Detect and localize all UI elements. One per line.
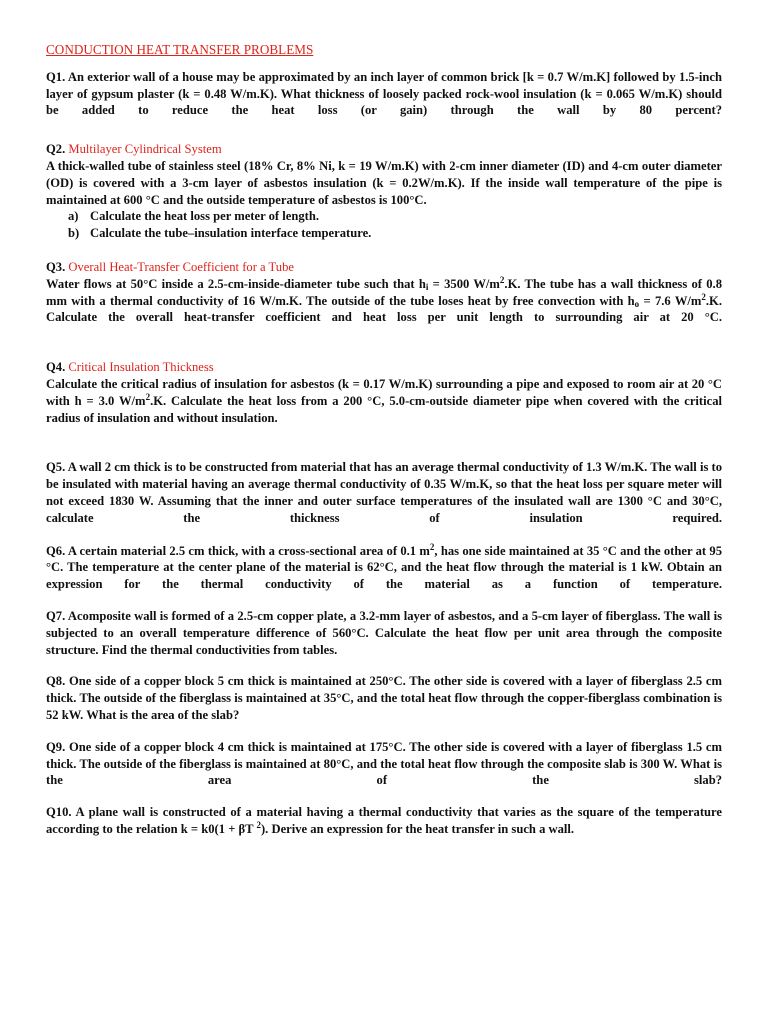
question-3 — [46, 259, 722, 326]
question-9-text: Q9. One side of a copper block 4 cm thick is maintained at 175°C. The other side is covered with a layer of fiberglass 1.5 cm thick. The outside of the fiberglass is maintained at 80°C, and the total heat flow through the composite slab is 300 W. What is the area of the slab? — [46, 739, 722, 788]
question-2-number: Q2. — [46, 142, 66, 157]
question-1 — [46, 69, 722, 119]
question-7 — [46, 608, 722, 658]
question-10 — [46, 804, 722, 838]
question-3-text: Water flows at 50°C inside a 2.5-cm-inside-diameter tube such that $h_i = 3500$ $W/m^2.K$. The tube has a wall thickness of 0.8 mm with a thermal conductivity of 16 W/m.K. The outside of the tube loses heat by free convection with $h_o = 7.6$ $W/m^2.K$. Calculate the overall heat-transfer coefficient and heat loss per unit length to surrounding air at 20 °C. — [46, 274, 722, 325]
question-3-heading: Overall Heat-Transfer Coefficient for a Tube — [68, 259, 294, 274]
question-6-text: Q6. A certain material 2.5 cm thick, with a cross-sectional area of 0.1 $m^2$, has one side maintained at 35 °C and the other at 95 °C. The temperature at the center plane of the material is 62°C, and the heat flow through the material is 1 kW. Obtain an expression for the thermal conductivity of the material as a function of temperature. — [46, 541, 722, 592]
question-8-text: Q8. One side of a copper block 5 cm thick is maintained at 250°C. The other side is covered with a layer of fiberglass 2.5 cm thick. The outside of the fiberglass is maintained at 35°C, and the total heat flow through the copper-fiberglass combination is 52 kW. What is the area of the slab? — [46, 674, 722, 722]
question-7-text: Q7. Acomposite wall is formed of a 2.5-cm copper plate, a 3.2-mm layer of asbestos, and a 5-cm layer of fiberglass. The wall is subjected to an overall temperature difference of 560°C. Calculate the heat flow per unit area through the composite structure. Find the thermal conductivities from tables. — [46, 608, 722, 657]
question-4-text: Calculate the critical radius of insulation for asbestos (k = 0.17 W/m.K) surrounding a pipe and exposed to room air at 20 °C with h = 3.0 $W/m^2.K$. Calculate the heat loss from a 200 °C, 5.0-cm-outside diameter pipe when covered with the critical radius of insulation and without insulation. — [46, 376, 723, 425]
question-2-item-b: b) Calculate the tube–insulation interface temperature. — [68, 226, 372, 241]
question-4 — [46, 359, 722, 426]
document-title: CONDUCTION HEAT TRANSFER PROBLEMS — [46, 42, 314, 57]
question-3-number: Q3. — [46, 259, 66, 274]
question-5-text: Q5. A wall 2 cm thick is to be constructed from material that has an average thermal conductivity of 1.3 W/m.K. The wall is to be insulated with material having an average thermal conductivity of 0.35 W/m.K, so that the heat loss per square meter will not exceed 1830 W. Assuming that the inner and outer surface temperatures of the insulated wall are 1300 °C and 30°C, calculate the thickness of insulation required. — [46, 460, 722, 525]
question-2-heading-line — [46, 141, 722, 158]
question-1-text: Q1. An exterior wall of a house may be approximated by an inch layer of common brick [k = 0.7 W/m.K] followed by 1.5-inch layer of gypsum plaster (k = 0.48 W/m.K). What thickness of loosely packed rock-wool insulation (k = 0.065 W/m.K) should be added to reduce the heat loss (or gain) through the wall by 80 percent? — [46, 69, 722, 118]
question-8 — [46, 673, 722, 723]
question-4-heading: Critical Insulation Thickness — [68, 360, 214, 375]
question-2-item-a: a) Calculate the heat loss per meter of length. — [68, 209, 319, 224]
question-2 — [46, 141, 722, 242]
question-4-number: Q4. — [46, 360, 66, 375]
question-2-text: A thick-walled tube of stainless steel (18% Cr, 8% Ni, k = 19 W/m.K) with 2-cm inner diameter (ID) and 4-cm outer diameter (OD) is covered with a 3-cm layer of asbestos insulation (k = 0.2W/m.K). If the inside wall temperature of the pipe is maintained at 600 °C and the outside temperature of asbestos is 100°C. — [46, 158, 722, 207]
question-9 — [46, 739, 722, 789]
question-2-subitems — [46, 208, 722, 242]
question-2-heading: Multilayer Cylindrical System — [68, 142, 222, 157]
question-6 — [46, 543, 722, 593]
question-4-heading-line — [46, 359, 722, 376]
question-10-text: Q10. A plane wall is constructed of a material having a thermal conductivity that varies as the square of the temperature according to the relation k = k0(1 + βT $^2$). Derive an expression for the heat transfer in such a wall. — [46, 805, 722, 836]
question-5 — [46, 459, 722, 526]
question-3-heading-line — [46, 259, 722, 276]
